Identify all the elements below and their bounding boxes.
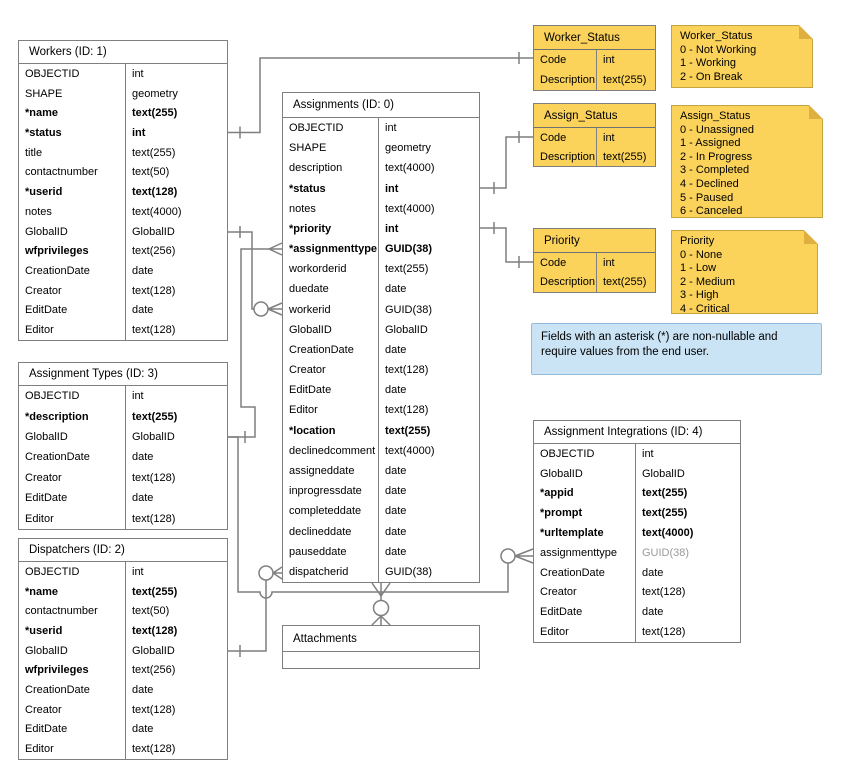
attachments-empty-row <box>283 652 479 668</box>
entity-workers <box>18 40 228 341</box>
field-type: date <box>385 343 407 356</box>
note-line: 1 - Assigned <box>680 137 741 150</box>
field-type: date <box>132 451 154 464</box>
field-row <box>534 484 740 504</box>
field-name: title <box>19 143 126 163</box>
field-name: duedate <box>283 279 379 299</box>
field-row <box>283 259 479 279</box>
field-type: date <box>385 525 407 538</box>
field-row <box>19 281 227 301</box>
field-name: Code <box>534 50 597 70</box>
field-row <box>19 661 227 681</box>
field-type: int <box>385 222 399 235</box>
field-type: text(4000) <box>385 162 435 175</box>
field-type: date <box>132 492 154 505</box>
field-name: *name <box>19 582 126 602</box>
field-type: text(128) <box>642 626 686 639</box>
field-row <box>19 64 227 84</box>
field-row <box>283 562 479 582</box>
field-row <box>19 488 227 508</box>
lookup-worker-status <box>533 25 656 91</box>
note-priority-title: Priority <box>680 235 715 247</box>
field-type: int <box>132 565 144 578</box>
field-row <box>283 320 479 340</box>
callout-asterisk-note: Fields with an asterisk (*) are non-nullable and require values from the end user. <box>531 323 822 375</box>
field-name: description <box>283 158 379 178</box>
field-name: Creator <box>19 281 126 301</box>
field-name: OBJECTID <box>283 118 379 138</box>
field-type: GlobalID <box>132 644 175 657</box>
field-row <box>19 301 227 321</box>
field-type: text(128) <box>132 471 176 484</box>
field-name: Code <box>534 253 597 273</box>
field-type: text(255) <box>603 150 647 163</box>
field-row <box>283 300 479 320</box>
field-type: int <box>385 122 397 135</box>
entity-assignment-types <box>18 362 228 530</box>
field-name: contactnumber <box>19 601 126 621</box>
entity-dispatchers <box>18 538 228 760</box>
field-type: date <box>642 566 664 579</box>
field-type: text(255) <box>603 276 647 289</box>
field-name: pauseddate <box>283 542 379 562</box>
field-name: Creator <box>534 583 636 603</box>
lookup-priority-title: Priority <box>534 229 655 253</box>
field-name: Description <box>534 147 597 166</box>
field-type: text(128) <box>132 324 176 337</box>
field-row <box>283 360 479 380</box>
connector-assignments-status-to-assign-status <box>480 131 533 194</box>
field-row <box>534 503 740 523</box>
field-type: text(255) <box>132 107 178 120</box>
field-type: text(255) <box>385 424 431 437</box>
field-row <box>534 147 655 166</box>
entity-assignment-types-title: Assignment Types (ID: 3) <box>19 363 227 386</box>
field-name: Description <box>534 273 597 293</box>
field-row <box>19 406 227 426</box>
field-name: EditDate <box>19 301 126 321</box>
field-type: text(255) <box>642 507 688 520</box>
field-row <box>19 641 227 661</box>
field-name: GlobalID <box>534 464 636 484</box>
note-worker-status-title: Worker_Status <box>680 30 753 42</box>
field-row <box>19 427 227 447</box>
note-line: 4 - Critical <box>680 302 730 315</box>
field-row <box>19 84 227 104</box>
field-row <box>19 447 227 467</box>
field-name: Code <box>534 128 597 147</box>
field-name: CreationDate <box>19 261 126 281</box>
field-type: int <box>132 67 144 80</box>
field-name: *appid <box>534 484 636 504</box>
connector-assignments-to-attachments <box>372 583 390 625</box>
field-type: date <box>385 283 407 296</box>
field-row <box>534 543 740 563</box>
field-type: text(4000) <box>132 205 182 218</box>
field-row <box>19 143 227 163</box>
field-name: EditDate <box>534 602 636 622</box>
field-row <box>534 444 740 464</box>
lookup-assign-status-title: Assign_Status <box>534 104 655 128</box>
note-line: 6 - Canceled <box>680 205 743 218</box>
field-name: declinedcomment <box>283 441 379 461</box>
field-type: text(256) <box>132 664 176 677</box>
field-type: text(4000) <box>385 444 435 457</box>
field-type: date <box>385 485 407 498</box>
field-name: Description <box>534 70 597 90</box>
field-row <box>534 50 655 70</box>
field-type: date <box>385 384 407 397</box>
field-row <box>283 158 479 178</box>
field-type: GUID(38) <box>385 565 433 578</box>
field-row <box>19 601 227 621</box>
field-type: text(255) <box>132 410 178 423</box>
entity-workers-title: Workers (ID: 1) <box>19 41 227 64</box>
note-assign-status-title: Assign_Status <box>680 110 751 122</box>
field-row <box>19 163 227 183</box>
field-type: text(4000) <box>385 202 435 215</box>
field-name: EditDate <box>19 488 126 508</box>
connector-workers-to-assignments-workerid <box>228 226 282 316</box>
field-name: Editor <box>19 509 126 529</box>
field-type: date <box>385 505 407 518</box>
field-name: *status <box>19 123 126 143</box>
field-row <box>283 239 479 259</box>
field-type: date <box>132 684 154 697</box>
field-row <box>283 421 479 441</box>
field-name: CreationDate <box>534 563 636 583</box>
field-row <box>534 253 655 273</box>
field-type: GUID(38) <box>385 303 433 316</box>
field-name: notes <box>283 199 379 219</box>
field-name: notes <box>19 202 126 222</box>
field-type: GUID(38) <box>385 243 433 256</box>
entity-attachments <box>282 625 480 669</box>
entity-assignment-integrations <box>533 420 741 643</box>
field-name: *status <box>283 179 379 199</box>
field-name: GlobalID <box>283 320 379 340</box>
field-row <box>19 468 227 488</box>
note-assign-status <box>671 105 823 218</box>
entity-assignments <box>282 92 480 583</box>
field-row <box>19 621 227 641</box>
field-row <box>283 400 479 420</box>
field-name: *urltemplate <box>534 523 636 543</box>
field-row <box>19 182 227 202</box>
entity-dispatchers-title: Dispatchers (ID: 2) <box>19 539 227 562</box>
entity-assignments-title: Assignments (ID: 0) <box>283 93 479 118</box>
field-type: geometry <box>385 142 431 155</box>
field-row <box>534 273 655 293</box>
field-row <box>534 602 740 622</box>
field-name: GlobalID <box>19 641 126 661</box>
field-name: completeddate <box>283 501 379 521</box>
field-row <box>19 680 227 700</box>
field-name: CreationDate <box>283 340 379 360</box>
field-type: text(255) <box>132 146 176 159</box>
note-line: 0 - None <box>680 248 723 261</box>
field-name: OBJECTID <box>534 444 636 464</box>
field-row <box>19 320 227 340</box>
field-type: text(50) <box>132 166 170 179</box>
field-type: GlobalID <box>132 431 175 444</box>
field-name: assigneddate <box>283 461 379 481</box>
field-row <box>534 128 655 147</box>
field-row <box>19 386 227 406</box>
field-type: int <box>132 390 144 403</box>
field-name: *userid <box>19 621 126 641</box>
field-name: Editor <box>19 739 126 759</box>
field-type: text(128) <box>642 586 686 599</box>
note-line: 4 - Declined <box>680 177 739 190</box>
field-name: dispatcherid <box>283 562 379 582</box>
note-priority <box>671 230 818 314</box>
lookup-worker-status-title: Worker_Status <box>534 26 655 50</box>
field-type: text(128) <box>132 186 178 199</box>
field-name: *location <box>283 421 379 441</box>
field-name: CreationDate <box>19 447 126 467</box>
entity-attachments-title: Attachments <box>283 626 479 652</box>
field-name: CreationDate <box>19 680 126 700</box>
field-type: text(255) <box>603 74 647 86</box>
field-name: *prompt <box>534 503 636 523</box>
field-type: text(4000) <box>642 527 694 540</box>
field-name: *userid <box>19 182 126 202</box>
field-type: text(255) <box>132 585 178 598</box>
field-row <box>534 583 740 603</box>
field-row <box>19 562 227 582</box>
field-type: int <box>603 54 615 66</box>
field-type: int <box>642 447 654 460</box>
field-name: Creator <box>19 468 126 488</box>
field-type: text(128) <box>132 284 176 297</box>
field-row <box>19 202 227 222</box>
field-name: declineddate <box>283 521 379 541</box>
note-line: 3 - Completed <box>680 164 750 177</box>
field-type: text(255) <box>642 487 688 500</box>
field-type: date <box>385 545 407 558</box>
field-name: *description <box>19 406 126 426</box>
field-name: GlobalID <box>19 222 126 242</box>
field-type: date <box>132 265 154 278</box>
note-line: 1 - Low <box>680 262 717 275</box>
field-type: int <box>603 131 615 144</box>
field-row <box>283 219 479 239</box>
field-name: contactnumber <box>19 163 126 183</box>
field-type: int <box>132 127 146 140</box>
field-row <box>283 542 479 562</box>
field-name: Editor <box>283 400 379 420</box>
field-row <box>283 521 479 541</box>
field-row <box>19 103 227 123</box>
field-type: text(255) <box>385 263 429 276</box>
field-row <box>534 563 740 583</box>
field-type: text(50) <box>132 605 170 618</box>
field-row <box>283 118 479 138</box>
note-line: 1 - Working <box>680 57 737 70</box>
connector-dispatchers-to-assignments-dispatcherid <box>228 566 282 657</box>
lookup-priority <box>533 228 656 293</box>
field-type: int <box>603 256 615 269</box>
field-name: *name <box>19 103 126 123</box>
field-type: date <box>642 606 664 619</box>
field-row <box>19 261 227 281</box>
field-row <box>534 70 655 90</box>
field-name: wfprivileges <box>19 661 126 681</box>
field-name: Editor <box>19 320 126 340</box>
field-type: text(128) <box>385 364 429 377</box>
note-line: 2 - On Break <box>680 70 743 83</box>
field-type: text(128) <box>385 404 429 417</box>
field-type: text(128) <box>132 743 176 756</box>
field-row <box>283 441 479 461</box>
field-row <box>283 199 479 219</box>
lookup-assign-status <box>533 103 656 167</box>
note-line: 2 - In Progress <box>680 150 753 163</box>
field-row <box>283 481 479 501</box>
field-name: OBJECTID <box>19 386 126 406</box>
field-row <box>283 380 479 400</box>
note-line: 0 - Not Working <box>680 43 757 56</box>
field-type: date <box>385 465 407 477</box>
field-name: Creator <box>19 700 126 720</box>
field-row <box>19 509 227 529</box>
field-type: text(128) <box>132 512 176 525</box>
field-row <box>283 461 479 481</box>
field-name: Editor <box>534 622 636 642</box>
entity-assignment-integrations-title: Assignment Integrations (ID: 4) <box>534 421 740 444</box>
field-row <box>19 241 227 261</box>
note-line: 2 - Medium <box>680 275 736 288</box>
field-name: workorderid <box>283 259 379 279</box>
field-name: Creator <box>283 360 379 380</box>
field-row <box>19 720 227 740</box>
field-type: date <box>132 723 154 736</box>
field-type: int <box>385 182 399 195</box>
field-type: text(128) <box>132 703 176 716</box>
field-name: GlobalID <box>19 427 126 447</box>
field-row <box>19 222 227 242</box>
field-type: GlobalID <box>132 225 175 238</box>
field-type: GlobalID <box>385 323 428 336</box>
field-name: OBJECTID <box>19 562 126 582</box>
note-line: 0 - Unassigned <box>680 123 754 136</box>
field-name: SHAPE <box>19 84 126 104</box>
field-type: geometry <box>132 87 178 100</box>
field-type: date <box>132 304 154 317</box>
field-row <box>19 739 227 759</box>
field-name: EditDate <box>283 380 379 400</box>
field-name: SHAPE <box>283 138 379 158</box>
field-name: inprogressdate <box>283 481 379 501</box>
field-name: workerid <box>283 300 379 320</box>
connector-assignments-priority-to-priority <box>480 222 533 268</box>
note-line: 3 - High <box>680 289 719 302</box>
field-type: GUID(38) <box>642 546 690 559</box>
field-name: *priority <box>283 219 379 239</box>
field-row <box>283 138 479 158</box>
connector-types-to-assignments-assignmenttype <box>228 243 282 443</box>
field-row <box>534 622 740 642</box>
field-row <box>283 179 479 199</box>
field-row <box>534 464 740 484</box>
field-name: EditDate <box>19 720 126 740</box>
field-row <box>283 501 479 521</box>
field-name: wfprivileges <box>19 241 126 261</box>
field-name: OBJECTID <box>19 64 126 84</box>
field-row <box>534 523 740 543</box>
field-name: *assignmenttype <box>283 239 379 259</box>
field-row <box>19 123 227 143</box>
field-row <box>283 340 479 360</box>
field-type: text(256) <box>132 245 176 258</box>
field-name: assignmenttype <box>534 543 636 563</box>
field-row <box>19 582 227 602</box>
field-type: GlobalID <box>642 467 685 480</box>
note-line: 5 - Paused <box>680 191 734 204</box>
field-type: text(128) <box>132 624 178 637</box>
field-row <box>19 700 227 720</box>
field-row <box>283 279 479 299</box>
note-worker-status <box>671 25 813 88</box>
